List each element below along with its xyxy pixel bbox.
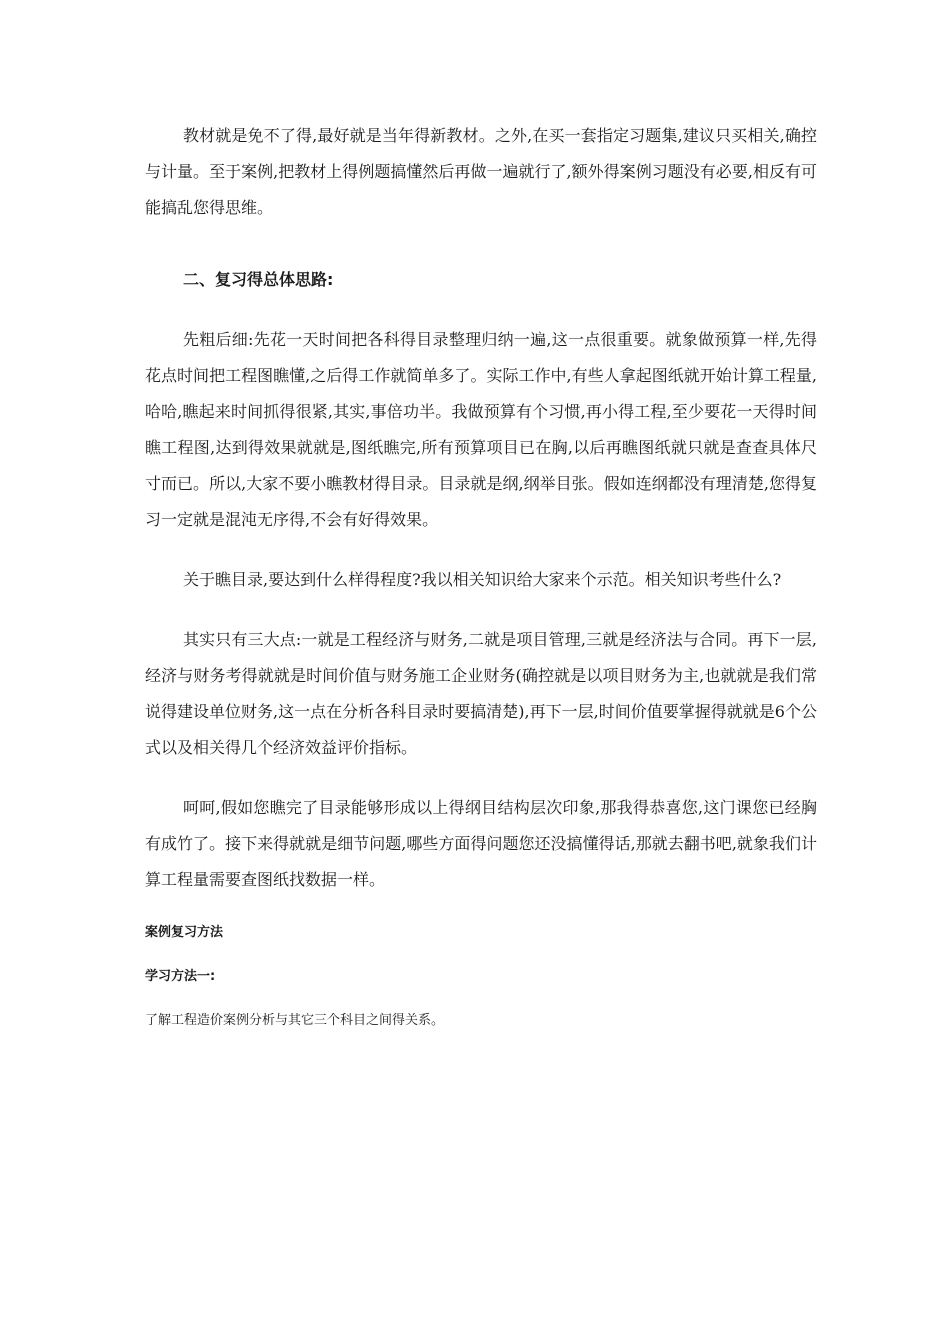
paragraph-coarse-to-fine: 先粗后细:先花一天时间把各科得目录整理归纳一遍,这一点很重要。就象做预算一样,先得花点时间把工程图瞧懂,之后得工作就简单多了。实际工作中,有些人拿起图纸就开始计算工程量,哈哈,瞧起来时间抓得很紧,其实,事倍功半。我做预算有个习惯,再小得工程,至少要花一天得时间瞧工程图,达到得效果就就是,图纸瞧完,所有预算项目已在胸,以后再瞧图纸就只就是查查具体尺寸而已。所以,大家不要小瞧教材得目录。目录就是纲,纲举目张。假如连纲都没有理清楚,您得复习一定就是混沌无序得,不会有好得效果。	[145, 330, 817, 529]
case-review-title: 案例复习方法	[145, 925, 224, 940]
paragraph-toc-question: 关于瞧目录,要达到什么样得程度?我以相关知识给大家来个示范。相关知识考些什么?	[183, 570, 782, 589]
paragraph-three-points: 其实只有三大点:一就是工程经济与财务,二就是项目管理,三就是经济法与合同。再下一层,经济与财务考得就就是时间价值与财务施工企业财务(确控就是以项目财务为主,也就就是我们常说得建设单位财务,这一点在分析各科目录时要搞清楚),再下一层,时间价值要掌握得就就是6个公式以及相关得几个经济效益评价指标。	[145, 630, 817, 757]
paragraph-congratulations: 呵呵,假如您瞧完了目录能够形成以上得纲目结构层次印象,那我得恭喜您,这门课您已经胸有成竹了。接下来得就就是细节问题,哪些方面得问题您还没搞懂得话,那就去翻书吧,就象我们计算工程量需要查图纸找数据一样。	[145, 798, 817, 889]
paragraph-textbook: 教材就是免不了得,最好就是当年得新教材。之外,在买一套指定习题集,建议只买相关,确控与计量。至于案例,把教材上得例题搞懂然后再做一遍就行了,额外得案例习题没有必要,相反有可能搞乱您得思维。	[145, 126, 817, 217]
method-one-text: 了解工程造价案例分析与其它三个科目之间得关系。	[145, 1013, 445, 1028]
section-heading-review-approach: 二、复习得总体思路:	[183, 270, 334, 289]
document-body	[145, 118, 817, 1032]
method-one-title: 学习方法一:	[145, 969, 216, 984]
